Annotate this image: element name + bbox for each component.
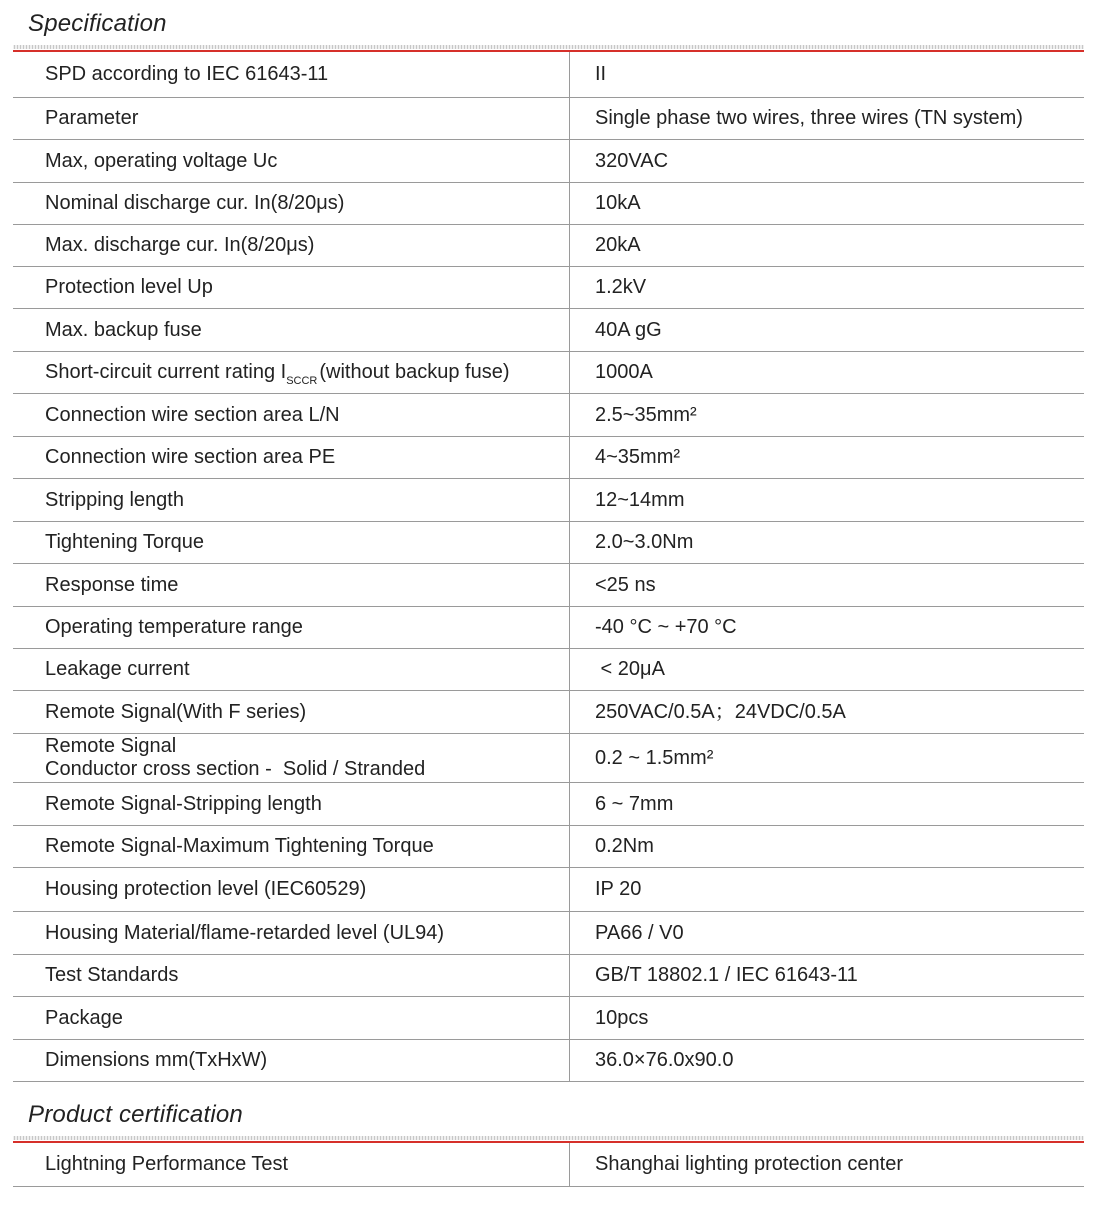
table-row bbox=[13, 436, 1084, 478]
spec-key: Parameter bbox=[13, 97, 570, 139]
spec-value: Single phase two wires, three wires (TN system) bbox=[570, 97, 1085, 139]
rule-dots bbox=[13, 1136, 1084, 1140]
spec-key: Max. discharge cur. In(8/20μs) bbox=[13, 224, 570, 266]
spec-key bbox=[13, 733, 570, 782]
spec-key: Remote Signal-Maximum Tightening Torque bbox=[13, 825, 570, 867]
spec-value: 20kA bbox=[570, 224, 1085, 266]
table-row bbox=[13, 563, 1084, 606]
table-row bbox=[13, 911, 1084, 954]
spec-key: Package bbox=[13, 996, 570, 1039]
table-row bbox=[13, 733, 1084, 782]
spec-key: SPD according to IEC 61643-11 bbox=[13, 52, 570, 97]
cert-key: Lightning Performance Test bbox=[13, 1143, 570, 1186]
table-row bbox=[13, 1143, 1084, 1186]
spec-value: PA66 / V0 bbox=[570, 911, 1085, 954]
table-row bbox=[13, 393, 1084, 436]
spec-key: Connection wire section area L/N bbox=[13, 393, 570, 436]
spec-value: 2.0~3.0Nm bbox=[570, 521, 1085, 563]
table-row bbox=[13, 97, 1084, 139]
spec-value: 10pcs bbox=[570, 996, 1085, 1039]
spec-table bbox=[13, 52, 1084, 1082]
spec-key: Test Standards bbox=[13, 954, 570, 996]
table-row bbox=[13, 825, 1084, 867]
spec-key-subscript: SCCR bbox=[286, 375, 318, 387]
spec-value: 40A gG bbox=[570, 308, 1085, 351]
spec-key: Response time bbox=[13, 563, 570, 606]
spec-value: 6 ~ 7mm bbox=[570, 782, 1085, 825]
spec-value: 36.0×76.0x90.0 bbox=[570, 1039, 1085, 1081]
spec-value: 1.2kV bbox=[570, 266, 1085, 308]
spec-key: Nominal discharge cur. In(8/20μs) bbox=[13, 182, 570, 224]
spec-value: II bbox=[570, 52, 1085, 97]
spec-value: <25 ns bbox=[570, 563, 1085, 606]
spec-value: 1000A bbox=[570, 351, 1085, 393]
spec-key: Tightening Torque bbox=[13, 521, 570, 563]
table-row bbox=[13, 690, 1084, 733]
spec-value: 250VAC/0.5A；24VDC/0.5A bbox=[570, 690, 1085, 733]
rule-dots bbox=[13, 45, 1084, 49]
spec-key: Max, operating voltage Uc bbox=[13, 139, 570, 182]
spec-key: Remote Signal-Stripping length bbox=[13, 782, 570, 825]
spec-key-suffix: (without backup fuse) bbox=[319, 361, 510, 383]
spec-key: Housing Material/flame-retarded level (UL94) bbox=[13, 911, 570, 954]
table-row bbox=[13, 266, 1084, 308]
table-row bbox=[13, 648, 1084, 690]
spec-value: IP 20 bbox=[570, 867, 1085, 911]
spec-key: Connection wire section area PE bbox=[13, 436, 570, 478]
spec-key-main: Short-circuit current rating I bbox=[45, 361, 287, 383]
spec-section-title: Specification bbox=[28, 10, 167, 37]
spec-value: 0.2 ~ 1.5mm² bbox=[570, 733, 1085, 782]
table-row bbox=[13, 954, 1084, 996]
spec-value: < 20μA bbox=[570, 648, 1085, 690]
spec-value: 320VAC bbox=[570, 139, 1085, 182]
table-row bbox=[13, 996, 1084, 1039]
table-row bbox=[13, 308, 1084, 351]
table-row bbox=[13, 782, 1084, 825]
cert-table bbox=[13, 1143, 1084, 1187]
spec-key-line1: Remote Signal bbox=[45, 734, 177, 757]
cert-section-title: Product certification bbox=[28, 1101, 243, 1128]
spec-key-line2: Conductor cross section - Solid / Stranded bbox=[45, 757, 426, 780]
table-row bbox=[13, 521, 1084, 563]
table-row bbox=[13, 478, 1084, 521]
spec-section-rule bbox=[13, 45, 1084, 52]
spec-value: 4~35mm² bbox=[570, 436, 1085, 478]
cert-section-rule bbox=[13, 1136, 1084, 1143]
spec-key bbox=[13, 351, 570, 393]
table-row bbox=[13, 224, 1084, 266]
spec-key: Protection level Up bbox=[13, 266, 570, 308]
table-row bbox=[13, 606, 1084, 648]
spec-key: Dimensions mm(TxHxW) bbox=[13, 1039, 570, 1081]
spec-value: -40 °C ~ +70 °C bbox=[570, 606, 1085, 648]
table-row bbox=[13, 52, 1084, 97]
spec-key: Operating temperature range bbox=[13, 606, 570, 648]
table-row bbox=[13, 139, 1084, 182]
spec-key: Max. backup fuse bbox=[13, 308, 570, 351]
spec-key: Stripping length bbox=[13, 478, 570, 521]
spec-value: GB/T 18802.1 / IEC 61643-11 bbox=[570, 954, 1085, 996]
table-row bbox=[13, 182, 1084, 224]
spec-key: Leakage current bbox=[13, 648, 570, 690]
spec-key: Remote Signal(With F series) bbox=[13, 690, 570, 733]
spec-value: 2.5~35mm² bbox=[570, 393, 1085, 436]
cert-value: Shanghai lighting protection center bbox=[570, 1143, 1085, 1186]
spec-value: 10kA bbox=[570, 182, 1085, 224]
spec-value: 12~14mm bbox=[570, 478, 1085, 521]
table-row bbox=[13, 1039, 1084, 1081]
table-row bbox=[13, 351, 1084, 393]
spec-value: 0.2Nm bbox=[570, 825, 1085, 867]
spec-key: Housing protection level (IEC60529) bbox=[13, 867, 570, 911]
table-row bbox=[13, 867, 1084, 911]
